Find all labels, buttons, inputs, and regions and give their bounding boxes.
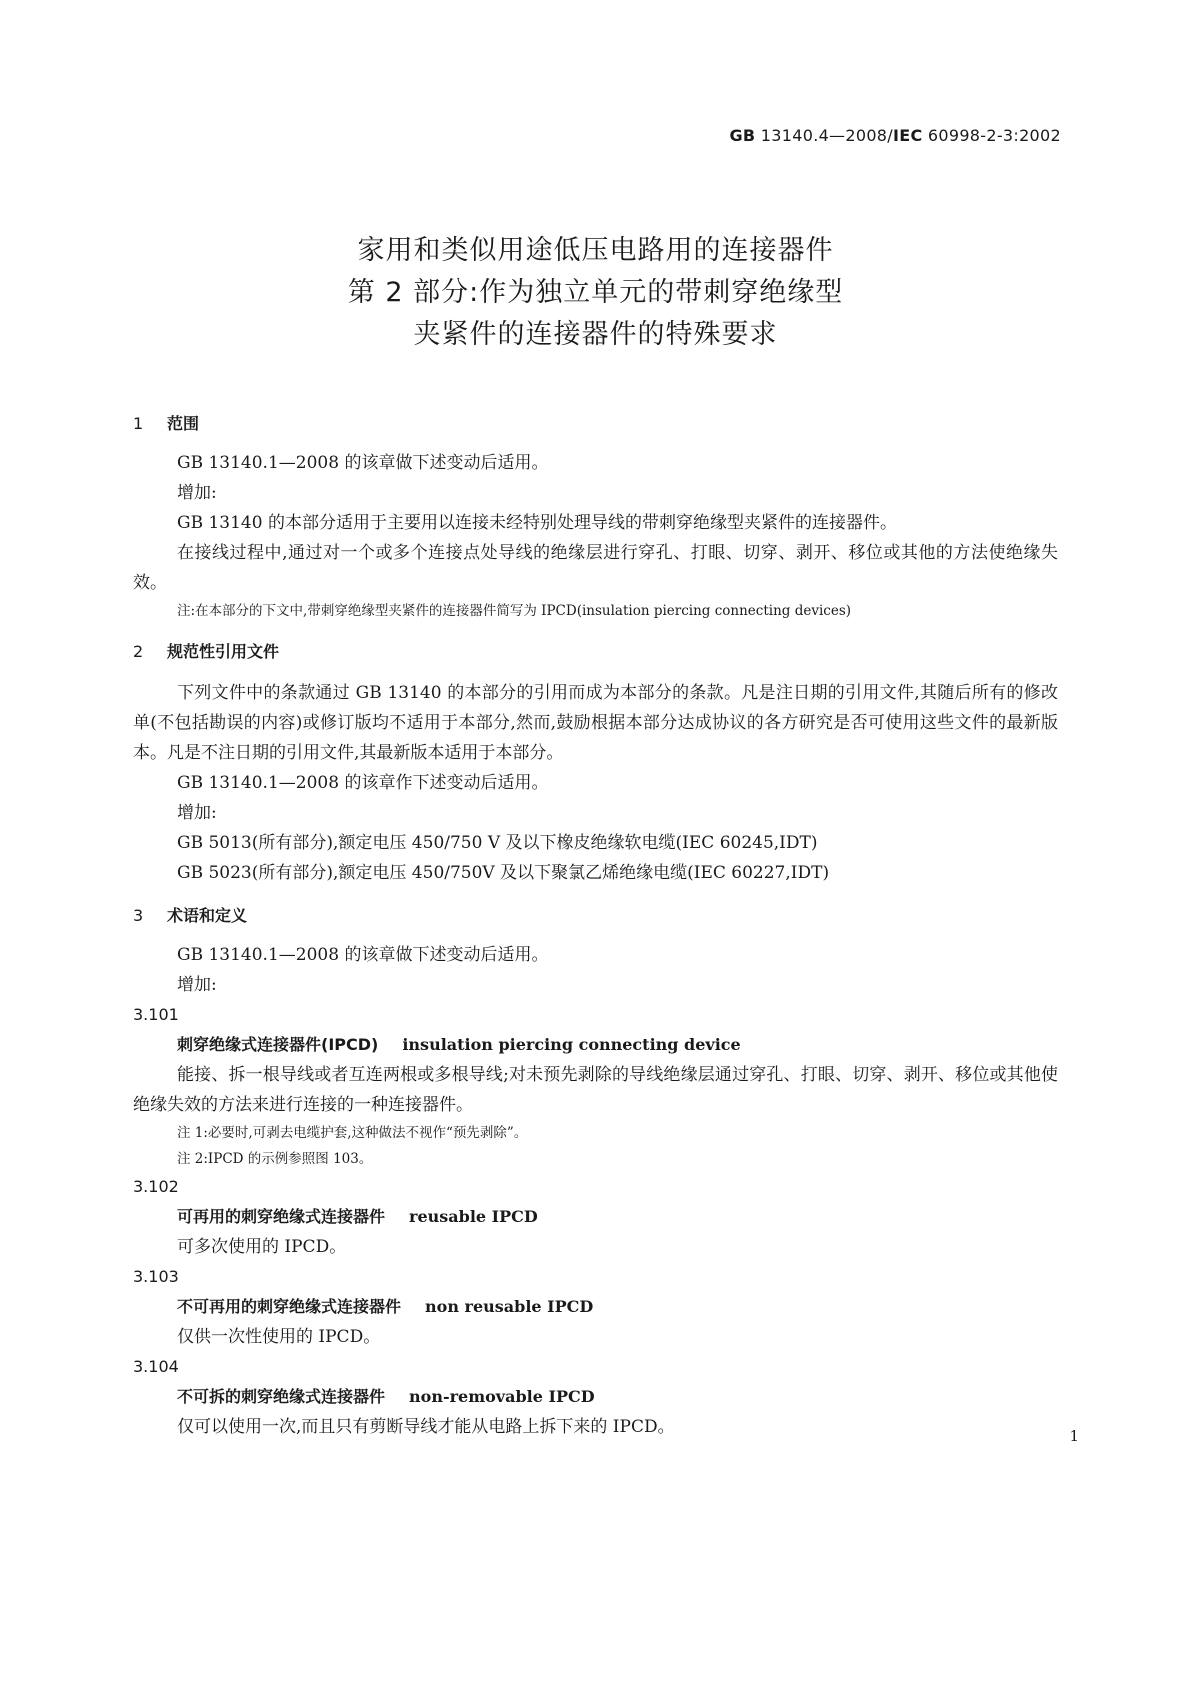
section-title: 范围 — [167, 414, 200, 433]
term-definition: 可多次使用的 IPCD。 — [177, 1237, 347, 1257]
section-2-para-2: GB 13140.1—2008 的该章作下述变动后适用。 — [177, 773, 549, 793]
term-en: reusable IPCD — [409, 1207, 538, 1226]
section-1-para-2: 增加: — [177, 483, 217, 503]
title-line-3: 夹紧件的连接器件的特殊要求 — [413, 319, 778, 350]
section-title: 术语和定义 — [167, 906, 248, 925]
section-2-para-3: 增加: — [177, 803, 217, 823]
section-2-para-1: 下列文件中的条款通过 GB 13140 的本部分的引用而成为本部分的条款。凡是注日期的引用文件,其随后所有的修改单(不包括勘误的内容)或修订版均不适用于本部分,然而,鼓励根据本部分达成协议的各方研究是否可使用这些文件的最新版本。凡是不注日期的引用文件,其最新版本适用于本部分。 — [133, 683, 1058, 763]
standard-code: GB — [729, 126, 756, 145]
term-title — [133, 1202, 1058, 1232]
section-1-para-4: 在接线过程中,通过对一个或多个连接点处导线的绝缘层进行穿孔、打眼、切穿、剥开、移位或其他的方法使绝缘失效。 — [133, 543, 1058, 593]
document-body — [133, 410, 1058, 1442]
iec-number: 60998-2-3:2002 — [922, 126, 1061, 145]
section-1-note: 注:在本部分的下文中,带刺穿绝缘型夹紧件的连接器件简写为 IPCD(insulation piercing connecting devices) — [177, 603, 852, 619]
standard-header — [729, 126, 1061, 145]
term-title — [133, 1292, 1058, 1322]
term-en: non-removable IPCD — [409, 1387, 595, 1406]
term-en: non reusable IPCD — [425, 1297, 594, 1316]
section-3-para-2: 增加: — [177, 975, 217, 995]
section-number: 1 — [133, 414, 144, 433]
section-2-para-5: GB 5023(所有部分),额定电压 450/750V 及以下聚氯乙烯绝缘电缆(IEC 60227,IDT) — [177, 863, 830, 883]
term-en: insulation piercing connecting device — [402, 1035, 741, 1054]
section-number: 3 — [133, 906, 144, 925]
section-1-heading — [133, 410, 1058, 438]
section-1-para-3: GB 13140 的本部分适用于主要用以连接未经特别处理导线的带刺穿绝缘型夹紧件的连接器件。 — [177, 513, 897, 533]
section-2-heading — [133, 638, 1058, 666]
title-line-2: 第 2 部分:作为独立单元的带刺穿绝缘型 — [347, 277, 844, 308]
term-zh: 可再用的刺穿绝缘式连接器件 — [177, 1207, 386, 1226]
section-3-heading — [133, 902, 1058, 930]
term-title — [133, 1030, 1058, 1060]
iec-code: IEC — [892, 126, 923, 145]
term-title — [133, 1382, 1058, 1412]
term-number: 3.101 — [133, 1005, 179, 1024]
term-zh: 刺穿绝缘式连接器件(IPCD) — [177, 1035, 379, 1054]
document-title — [0, 230, 1191, 356]
section-number: 2 — [133, 642, 144, 661]
title-line-1: 家用和类似用途低压电路用的连接器件 — [357, 235, 834, 266]
term-zh: 不可拆的刺穿绝缘式连接器件 — [177, 1387, 386, 1406]
page-number: 1 — [1069, 1427, 1079, 1445]
term-number: 3.103 — [133, 1267, 179, 1286]
term-note-1: 注 1:必要时,可剥去电缆护套,这种做法不视作“预先剥除”。 — [177, 1125, 528, 1141]
section-1-para-1: GB 13140.1—2008 的该章做下述变动后适用。 — [177, 453, 549, 473]
term-definition: 仅可以使用一次,而且只有剪断导线才能从电路上拆下来的 IPCD。 — [177, 1417, 675, 1437]
term-number: 3.102 — [133, 1177, 179, 1196]
section-3-para-1: GB 13140.1—2008 的该章做下述变动后适用。 — [177, 945, 549, 965]
term-note-2: 注 2:IPCD 的示例参照图 103。 — [177, 1151, 373, 1167]
section-title: 规范性引用文件 — [167, 642, 280, 661]
term-definition: 能接、拆一根导线或者互连两根或多根导线;对未预先剥除的导线绝缘层通过穿孔、打眼、切穿、剥开、移位或其他使绝缘失效的方法来进行连接的一种连接器件。 — [133, 1065, 1058, 1115]
term-number: 3.104 — [133, 1357, 179, 1376]
section-2-para-4: GB 5013(所有部分),额定电压 450/750 V 及以下橡皮绝缘软电缆(IEC 60245,IDT) — [177, 833, 818, 853]
term-definition: 仅供一次性使用的 IPCD。 — [177, 1327, 381, 1347]
standard-number: 13140.4—2008/ — [755, 126, 893, 145]
term-zh: 不可再用的刺穿绝缘式连接器件 — [177, 1297, 402, 1316]
